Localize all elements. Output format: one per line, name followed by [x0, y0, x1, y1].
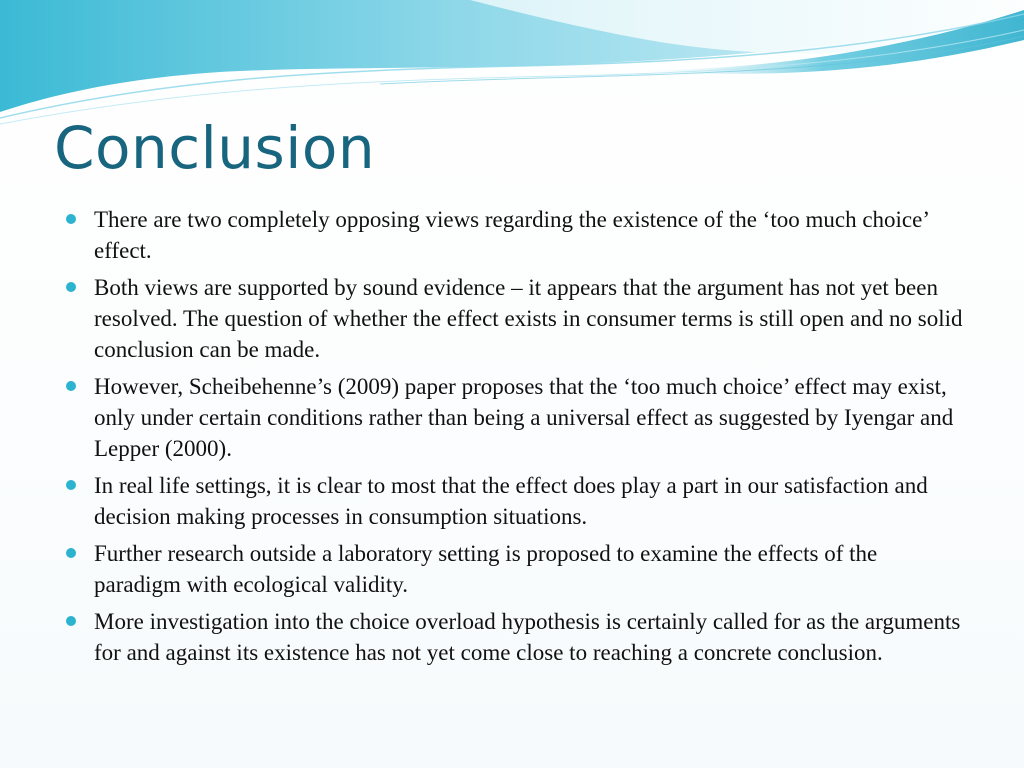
bullet-text: However, Scheibehenne’s (2009) paper proposes that the ‘too much choice’ effect may exist, only under certain conditions rather than being a universal effect as suggested by Iyengar and Lepper (2000). — [94, 374, 954, 461]
bullet-item — [64, 538, 964, 600]
bullet-list — [64, 204, 964, 674]
bullet-item — [64, 470, 964, 532]
bullet-text: Further research outside a laboratory setting is proposed to examine the effects of the paradigm with ecological validity. — [94, 541, 878, 597]
bullet-dot-icon — [66, 616, 76, 626]
bullet-item — [64, 204, 964, 266]
bullet-text: In real life settings, it is clear to most that the effect does play a part in our satisfaction and decision making processes in consumption situations. — [94, 473, 928, 529]
bullet-text: Both views are supported by sound evidence – it appears that the argument has not yet been resolved. The question of whether the effect exists in consumer terms is still open and no solid conclusion can be made. — [94, 275, 963, 362]
bullet-text: More investigation into the choice overload hypothesis is certainly called for as the arguments for and against its existence has not yet come close to reaching a concrete conclusion. — [94, 609, 961, 665]
bullet-item — [64, 272, 964, 365]
slide-title: Conclusion — [54, 114, 376, 182]
bullet-dot-icon — [66, 480, 76, 490]
bullet-dot-icon — [66, 548, 76, 558]
bullet-text: There are two completely opposing views regarding the existence of the ‘too much choice’ effect. — [94, 207, 929, 263]
bullet-dot-icon — [66, 214, 76, 224]
bullet-dot-icon — [66, 381, 76, 391]
bullet-item — [64, 371, 964, 464]
bullet-item — [64, 606, 964, 668]
bullet-dot-icon — [66, 282, 76, 292]
